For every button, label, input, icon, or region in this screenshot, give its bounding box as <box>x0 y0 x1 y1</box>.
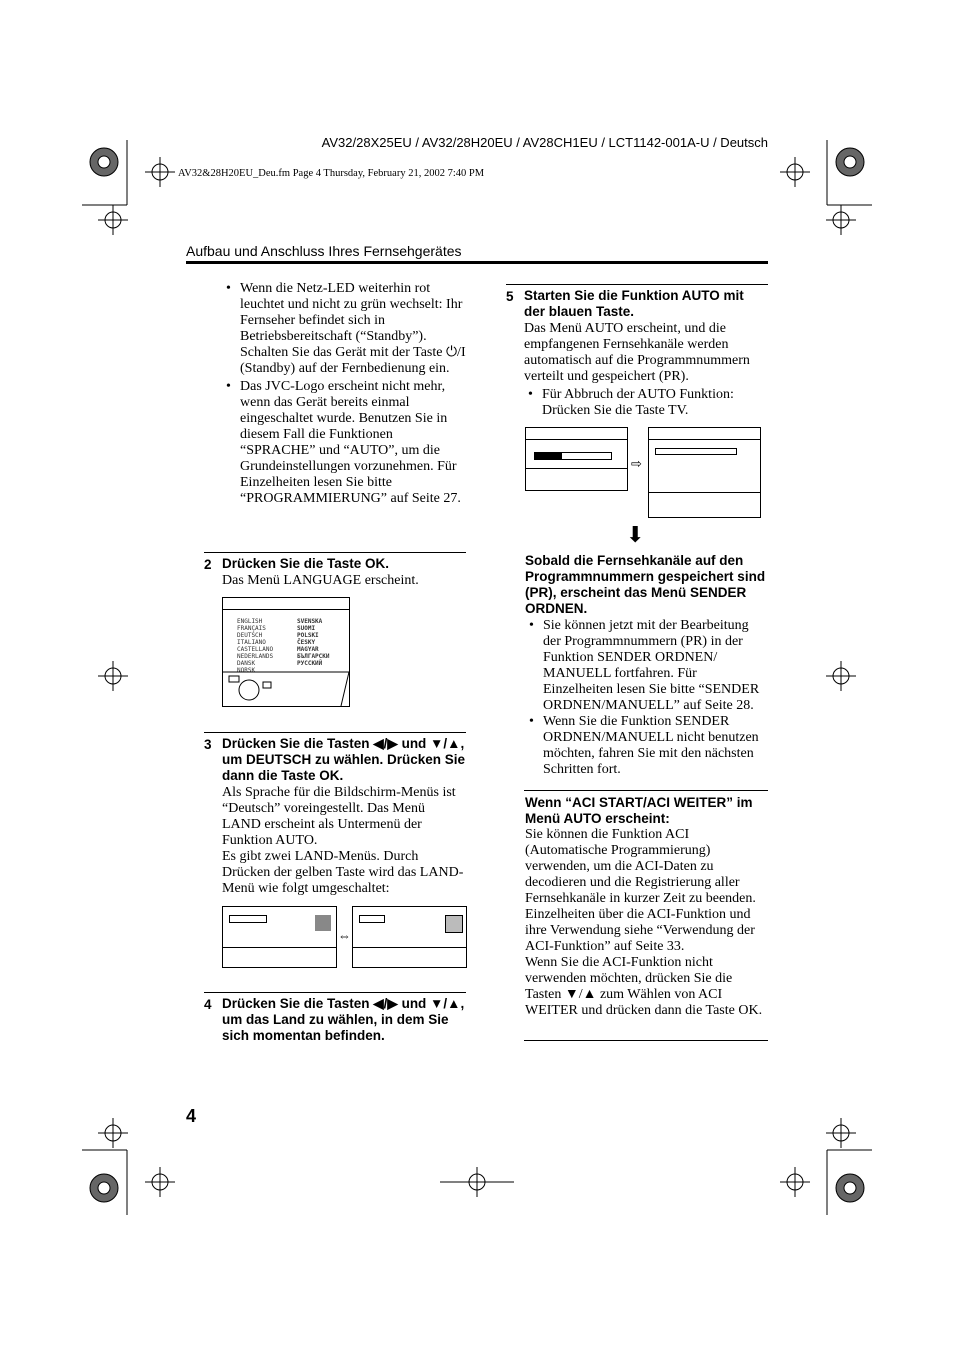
intro-bullets <box>222 281 467 507</box>
language-list-col1: ENGLISH FRANÇAIS DEUTSCH ITALIANO CASTELLANO NEDERLANDS DANSK NORSK <box>237 618 274 674</box>
divider <box>524 790 768 791</box>
swap-arrow-icon: ⇔ <box>338 928 351 943</box>
language-menu-screen <box>222 597 350 707</box>
step-5 <box>506 288 768 418</box>
result-title: Sobald die Fernsehkanäle auf den Programmnummern gespeichert sind (PR), erscheint das Menü SENDER ORDNEN. <box>525 553 766 616</box>
page-number: 4 <box>186 1106 197 1126</box>
step-number: 5 <box>506 289 514 304</box>
file-info: AV32&28H20EU_Deu.fm Page 4 Thursday, February 21, 2002 7:40 PM <box>178 168 485 179</box>
bullet-standby: • Wenn die Netz-LED weiterhin rot leuchtet und nicht zu grün wechselt: Ihr Fernseher befindet sich in Betriebsbereitschaft (“Standby”). Schalten Sie das Gerät mit der Taste ⏻/I (Standby) auf der Fernbedienung ein. <box>222 281 467 377</box>
step-number: 3 <box>204 737 212 752</box>
step-title: Starten Sie die Funktion AUTO mit der blauen Taste. <box>524 288 744 319</box>
model-header: AV32/28X25EU / AV32/28H20EU / AV28CH1EU / LCT1142-001A-U / Deutsch <box>321 135 768 150</box>
step-title: Drücken Sie die Tasten ◀/▶ und ▼/▲, um das Land zu wählen, in dem Sie sich momentan befinden. <box>222 996 465 1043</box>
step-body: Das Menü LANGUAGE erscheint. <box>222 573 419 588</box>
step-body: Als Sprache für die Bildschirm-Menüs ist “Deutsch” voreingestellt. Das Menü LAND erscheint als Untermenü der Funktion AUTO. Es gibt zwei LAND-Menüs. Durch Drücken der gelben Taste wird das LAND-Menü wie folgt umgeschaltet: <box>222 785 464 896</box>
step-3 <box>204 736 466 896</box>
next-arrow-icon: ⇨ <box>631 456 642 471</box>
remote-buttons-icon <box>223 670 349 706</box>
down-arrow-icon: ⬇ <box>626 522 645 547</box>
bullet-skip-editing: • Wenn Sie die Funktion SENDER ORDNEN/MANUELL nicht benutzen möchten, fahren Sie mit den nächsten Schritten fort. <box>525 714 768 778</box>
step-title: Drücken Sie die Taste OK. <box>222 556 390 571</box>
bullet-cancel-auto: • Für Abbruch der AUTO Funktion: Drücken Sie die Taste TV. <box>524 387 768 419</box>
step-title: Drücken Sie die Tasten ◀/▶ und ▼/▲, um DEUTSCH zu wählen. Drücken Sie dann die Taste OK. <box>222 736 466 783</box>
result-bullets <box>525 618 768 778</box>
divider <box>204 992 466 993</box>
auto-progress-screen <box>525 427 628 491</box>
land-menu-screen-2 <box>352 906 467 968</box>
step-4 <box>204 996 466 1043</box>
section-title: Aufbau und Anschluss Ihres Fernsehgerätes <box>186 243 462 259</box>
header-rule <box>186 261 768 264</box>
step-body: Das Menü AUTO erscheint, und die empfangenen Fernsehkanäle werden automatisch auf die Programmnummern verteilt und gespeichert (PR). <box>524 321 750 384</box>
step-number: 4 <box>204 997 212 1012</box>
aci-body: Sie können die Funktion ACI (Automatische Programmierung) verwenden, um die ACI-Daten zu decodieren und die Registrierung aller Fernsehkanäle in kurzer Zeit zu beenden. Einzelheiten über die ACI-Funktion und ihre Verwendung siehe “Verwendung der ACI-Funktion” auf Seite 33. Wenn Sie die ACI-Funktion nicht verwenden möchten, drücken Sie die Tasten ▼/▲ zum Wählen von ACI WEITER und drücken dann die Taste OK. <box>525 827 763 1018</box>
sender-ordnen-screen <box>648 427 761 518</box>
divider <box>506 284 768 285</box>
aci-title: Wenn “ACI START/ACI WEITER” im Menü AUTO erscheint: <box>525 795 753 826</box>
bullet-jvc-logo: • Das JVC-Logo erscheint nicht mehr, wenn das Gerät bereits einmal eingeschaltet wurde. Benutzen Sie in diesem Fall die Funktionen “SPRACHE” und “AUTO”, um die Grundeinstellungen vorzunehmen. Für Einzelheiten lesen Sie bitte “PROGRAMMIERUNG” auf Seite 27. <box>222 379 467 507</box>
divider <box>524 1040 768 1041</box>
land-menu-screen-1 <box>222 906 337 968</box>
language-list-col2: SVENSKA SUOMI POLSKI ČESKY MAGYAR БЪЛГАРСКИ РУССКИЙ <box>297 618 330 667</box>
divider <box>204 732 466 733</box>
step-2 <box>204 556 466 588</box>
step-number: 2 <box>204 557 212 572</box>
bullet-continue-editing: • Sie können jetzt mit der Bearbeitung der Programmnummern (PR) in der Funktion SENDER ORDNEN/ MANUELL fortfahren. Für Einzelheiten lesen Sie bitte “SENDER ORDNEN/MANUELL” auf Seite 28. <box>525 618 768 714</box>
divider <box>204 552 466 553</box>
